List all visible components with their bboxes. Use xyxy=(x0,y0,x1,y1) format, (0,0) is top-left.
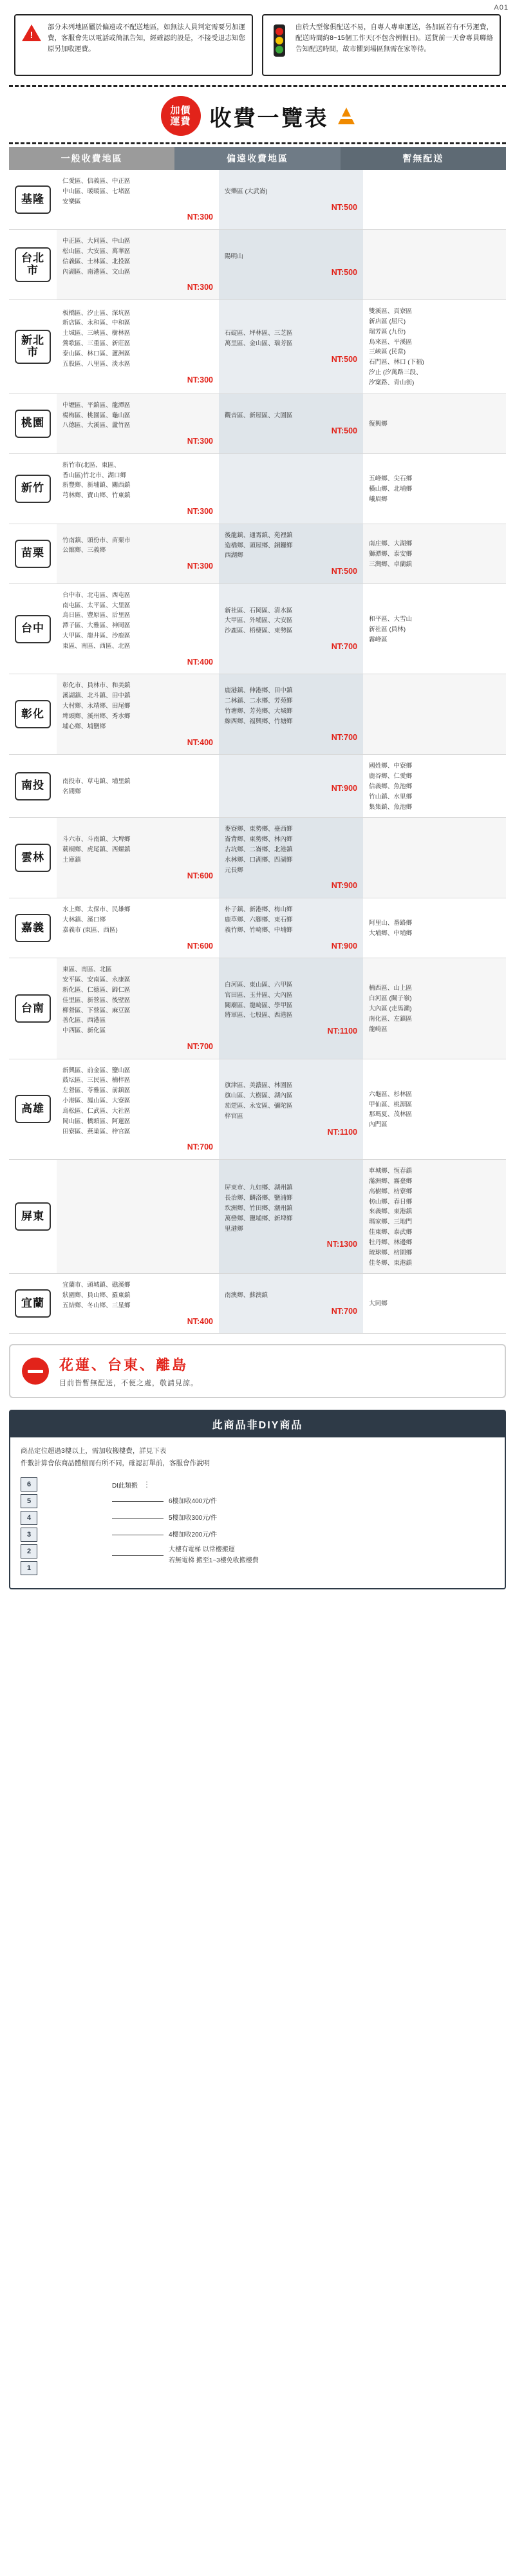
table-row xyxy=(9,583,506,674)
city-label: 屏東 xyxy=(15,1202,51,1231)
floor-row xyxy=(21,1543,106,1560)
no-delivery-banner xyxy=(9,1344,506,1398)
table-row xyxy=(9,1274,506,1334)
area-names: 屏東市、九如鄉、湖州鎮 長治鄉、麟洛鄉、鹽浦鄉 坎洲鄉、竹田鄉、潮州鎮 萬巒鄉、鹽埔鄉、新埤鄉 里港鄉 xyxy=(225,1184,293,1233)
area-names: 宜蘭市、頭城鎮、礁溪鄉 狀圍鄉、員山鄉、羅東鎮 五結鄉、冬山鄉、三星鄉 xyxy=(62,1282,131,1309)
legend-general: 一般收費地區 xyxy=(9,147,174,170)
table-row xyxy=(9,1160,506,1274)
table-row xyxy=(9,958,506,1059)
floor-stack xyxy=(21,1476,106,1577)
area-names: 水上鄉、太保市、民雄鄉 大林鎮、溪口鄉 嘉義市 (東區、西區) xyxy=(62,906,131,934)
area-names: 大同鄉 xyxy=(369,1300,388,1308)
price-label: NT:300 xyxy=(187,507,213,516)
floor-number: 3 xyxy=(21,1528,37,1542)
zone-remote xyxy=(219,1160,363,1274)
traffic-cone-icon xyxy=(338,108,355,124)
zone-none xyxy=(363,1274,506,1334)
city-cell xyxy=(9,583,57,674)
zone-none xyxy=(363,230,506,300)
surcharge-badge xyxy=(161,96,201,136)
no-entry-icon xyxy=(22,1358,49,1385)
ellipsis-icon: ⋮ xyxy=(143,1480,152,1490)
city-label: 台北市 xyxy=(15,247,51,281)
zone-none xyxy=(363,1059,506,1159)
area-names: 五峰鄉、尖石鄉 橫山鄉、北埔鄉 峨眉鄉 xyxy=(369,475,413,503)
price-label: NT:700 xyxy=(331,732,357,742)
area-names: 板橋區、汐止區、深坑區 新店區、永和區、中和區 土城區、三峽區、樹林區 鶯歌區、三重區、新莊區 泰山區、林口區、蘆洲區 五股區、八里區、淡水區 xyxy=(62,309,131,368)
area-names: 南投市、草屯鎮、埔里鎮 名間鄉 xyxy=(62,777,131,795)
badge-line-2: 運費 xyxy=(170,116,191,127)
traffic-light-icon xyxy=(268,22,290,57)
zone-none xyxy=(363,958,506,1059)
zone-remote xyxy=(219,583,363,674)
price-label: NT:500 xyxy=(331,426,357,436)
city-label: 宜蘭 xyxy=(15,1289,51,1318)
area-names: 朴子鎮、新港鄉、梅山鄉 鹿草鄉、六腳鄉、東石鄉 義竹鄉、竹崎鄉、中埔鄉 xyxy=(225,906,293,934)
zone-remote xyxy=(219,453,363,524)
area-names: 車城鄉、恆春鎮 滿洲鄉、霧臺鄉 高樹鄉、枋寮鄉 枋山鄉、春日鄉 來義鄉、東港鎮 瑪家鄉、三地門 佳東鄉、泰武鄉 牡丹鄉、林邊鄉 琉球鄉、枋園鄉 佳冬鄉、東港鎮 xyxy=(369,1168,413,1267)
price-label: NT:300 xyxy=(187,562,213,571)
notice-group xyxy=(0,0,515,81)
notice-delivery-schedule xyxy=(262,14,501,76)
diy-header: 此商品非DIY商品 xyxy=(10,1411,505,1437)
area-names: 仁愛區、信義區、中正區 中山區、暖暖區、七堵區 安樂區 xyxy=(62,178,131,205)
city-cell xyxy=(9,1160,57,1274)
stair-fee-line xyxy=(112,1543,494,1567)
zone-general xyxy=(57,1274,219,1334)
stair-fee-label: 大樓有電梯 以常樓搬運 若無電梯 搬至1~3樓免收搬樓費 xyxy=(169,1546,259,1565)
legend-remote: 偏遠收費地區 xyxy=(174,147,340,170)
floor-number: 4 xyxy=(21,1511,37,1525)
area-names: 新社區、石岡區、清水區 大甲區、外埔區、大安區 沙鹿區、梧棲區、東勢區 xyxy=(225,607,293,635)
floor-row xyxy=(21,1493,106,1510)
city-label: 高雄 xyxy=(15,1095,51,1123)
floor-row xyxy=(21,1526,106,1543)
zone-none xyxy=(363,583,506,674)
table-row xyxy=(9,524,506,583)
city-label: 台南 xyxy=(15,994,51,1023)
floor-row xyxy=(21,1560,106,1577)
table-row xyxy=(9,170,506,230)
table-row xyxy=(9,898,506,958)
stair-fee-lines xyxy=(112,1476,494,1577)
warning-triangle-icon xyxy=(21,22,42,41)
legend-none: 暫無配送 xyxy=(341,147,506,170)
diy-body xyxy=(10,1472,505,1588)
notice-text: 由於大型傢俱配送不易，自專人專車運送，各加區若有不另運費，配送時間約8~15個工作天(不包含例假日)。送貨前一天會專員聯絡告知配送時間，故市懼到場區無需在家等待。 xyxy=(295,23,493,53)
price-label: NT:600 xyxy=(187,871,213,880)
price-label: NT:700 xyxy=(187,1142,213,1152)
no-delivery-title: 花蓮、台東、離島 xyxy=(59,1357,189,1374)
city-cell xyxy=(9,674,57,755)
zone-none xyxy=(363,755,506,818)
city-label: 桃園 xyxy=(15,410,51,438)
area-names: 鹿港鎮、伸港鄉、田中鎮 二林鎮、二水鄉、芳苑鄉 竹塘鄉、芳苑鄉、大城鄉 線西鄉、福興鄉、竹塘鄉 xyxy=(225,687,293,725)
title-banner xyxy=(9,85,506,144)
table-row xyxy=(9,300,506,394)
area-names: 中壢區、平鎮區、龍潭區 楊梅區、桃園區、龜山區 八德區、大溪區、蘆竹區 xyxy=(62,401,131,430)
zone-remote xyxy=(219,170,363,230)
price-label: NT:300 xyxy=(187,283,213,292)
zone-remote xyxy=(219,818,363,898)
zone-remote xyxy=(219,898,363,958)
notice-remote-area xyxy=(14,14,253,76)
area-names: 楠西區、山上區 白河區 (關子嶺) 大內區 (走馬瀨) 南化區、左鎮區 龍崎區 xyxy=(369,985,413,1033)
price-label: NT:400 xyxy=(187,1316,213,1326)
price-label: NT:700 xyxy=(331,1306,357,1316)
leader-line xyxy=(112,1501,164,1502)
zone-remote xyxy=(219,230,363,300)
city-cell xyxy=(9,524,57,583)
city-label: 新竹 xyxy=(15,475,51,503)
city-cell xyxy=(9,958,57,1059)
stair-fee-label: 6樓加收400元/件 xyxy=(169,1497,218,1505)
area-names: 台中市、北屯區、西屯區 南屯區、太平區、大里區 烏日區、豐原區、后里區 潭子區、大雅區、神岡區 大甲區、龍井區、沙鹿區 東區、南區、西區、北區 xyxy=(62,591,131,650)
zone-general xyxy=(57,674,219,755)
price-label: NT:900 xyxy=(331,784,357,793)
floor-number: 5 xyxy=(21,1494,37,1508)
table-row xyxy=(9,755,506,818)
price-label: NT:400 xyxy=(187,737,213,747)
stair-fee-label: 5樓加收300元/件 xyxy=(169,1514,218,1522)
zone-general xyxy=(57,958,219,1059)
no-delivery-subtitle: 目前皆暫無配送，不便之處，敬請見諒。 xyxy=(59,1379,198,1388)
area-names: 六龜區、杉林區 甲仙區、桃源區 那瑪夏、茂林區 內門區 xyxy=(369,1090,413,1129)
table-row xyxy=(9,393,506,453)
city-cell xyxy=(9,755,57,818)
city-cell xyxy=(9,230,57,300)
zone-none xyxy=(363,170,506,230)
stair-fee-line xyxy=(112,1526,494,1543)
table-row xyxy=(9,818,506,898)
stair-fee-line xyxy=(112,1493,494,1510)
area-names: 新竹市(北區、東區、 香山區)竹北市、湖口鄉 新豐鄉、新埔鎮、關西鎮 芎林鄉、寶山鄉、竹東鎮 xyxy=(62,461,131,500)
area-names: 彰化市、員林市、和美鎮 溪湖鎮、北斗鎮、田中鎮 大村鄉、永靖鄉、田尾鄉 埤頭鄉、溪州鄉、秀水鄉 埔心鄉、埔鹽鄉 xyxy=(62,682,131,730)
price-label: NT:600 xyxy=(187,941,213,951)
area-names: 南澳鄉、蘇澳鎮 xyxy=(225,1292,268,1300)
city-label: 台中 xyxy=(15,615,51,643)
zone-none xyxy=(363,674,506,755)
price-label: NT:900 xyxy=(331,941,357,951)
area-names: 後龍鎮、通霄鎮、苑裡鎮 造橋鄉、頭屋鄉、銅鑼鄉 西湖鄉 xyxy=(225,531,293,560)
zone-remote xyxy=(219,1274,363,1334)
zone-none xyxy=(363,393,506,453)
price-label: NT:300 xyxy=(187,213,213,222)
city-cell xyxy=(9,898,57,958)
price-label: NT:300 xyxy=(187,437,213,446)
stair-fee-label: 4樓加收200元/件 xyxy=(169,1531,218,1539)
zone-general xyxy=(57,1160,219,1274)
floor-number: 2 xyxy=(21,1544,37,1558)
zone-general xyxy=(57,453,219,524)
city-label: 苗栗 xyxy=(15,540,51,568)
area-names: 斗六市、斗南鎮、大埤鄉 莿桐鄉、虎尾鎮、西螺鎮 土庫鎮 xyxy=(62,836,131,864)
diy-section xyxy=(9,1410,506,1589)
area-names: 石碇區、坪林區、三芝區 萬里區、金山區、瑞芳區 xyxy=(225,330,293,348)
zone-general xyxy=(57,898,219,958)
city-label: 基隆 xyxy=(15,185,51,214)
area-names: 竹南鎮、頭份市、苗栗市 公館鄉、三義鄉 xyxy=(62,536,131,554)
city-cell xyxy=(9,1059,57,1159)
zone-general xyxy=(57,583,219,674)
price-label: NT:700 xyxy=(187,1042,213,1051)
city-label: 彰化 xyxy=(15,700,51,728)
fee-table xyxy=(9,170,506,1334)
zone-general xyxy=(57,818,219,898)
zone-none xyxy=(363,1160,506,1274)
zone-remote xyxy=(219,300,363,394)
price-label: NT:900 xyxy=(331,881,357,891)
city-label: 嘉義 xyxy=(15,914,51,942)
zone-remote xyxy=(219,674,363,755)
city-cell xyxy=(9,1274,57,1334)
area-names: 東區、南區、北區 安平區、安南區、永康區 新化區、仁德區、歸仁區 佳里區、新營區、後壁區 柳營區、下營區、麻豆區 善化區、西港區 中西區、新化區 xyxy=(62,966,131,1035)
price-label: NT:1100 xyxy=(327,1127,357,1137)
price-label: NT:1300 xyxy=(326,1240,357,1249)
area-names: 復興鄉 xyxy=(369,420,388,428)
legend xyxy=(9,147,506,170)
city-cell xyxy=(9,393,57,453)
zone-remote xyxy=(219,393,363,453)
zone-general xyxy=(57,755,219,818)
city-cell xyxy=(9,453,57,524)
area-names: 陽明山 xyxy=(225,252,243,260)
area-names: 雙溪區、貢寮區 新店區 (屈尺) 瑞芳區 (九份) 烏來區、平溪區 三峽區 (民當) 石門區、林口 (下福) 汐止 (汐萬路三段、 汐窠路、青山街) xyxy=(369,308,424,386)
zone-none xyxy=(363,818,506,898)
zone-general xyxy=(57,230,219,300)
stair-fee-line xyxy=(112,1510,494,1526)
floor-row xyxy=(21,1510,106,1526)
zone-remote xyxy=(219,524,363,583)
leader-line xyxy=(112,1555,164,1556)
price-label: NT:700 xyxy=(331,642,357,652)
city-cell xyxy=(9,300,57,394)
zone-general xyxy=(57,1059,219,1159)
zone-general xyxy=(57,393,219,453)
area-names: 中正區、大同區、中山區 松山區、大安區、萬華區 信義區、士林區、北投區 內湖區、南港區、文山區 xyxy=(62,238,131,276)
page-title: 收費一覽表 xyxy=(209,106,329,131)
area-names: 觀音區、新屋區、大園區 xyxy=(225,412,293,419)
area-names: 南庄鄉、大湖鄉 獅潭鄉、泰安鄉 三灣鄉、卓蘭鎮 xyxy=(369,540,413,568)
price-label: NT:500 xyxy=(331,354,357,364)
area-names: 麥寮鄉、東勢鄉、臺西鄉 崙背鄉、東勢鄉、林內鄉 古坑鄉、二崙鄉、北港鎮 水林鄉、口湖鄉、四湖鄉 元長鄉 xyxy=(225,826,293,874)
badge-line-1: 加價 xyxy=(170,104,191,116)
table-row xyxy=(9,1059,506,1159)
table-row xyxy=(9,230,506,300)
corner-code: A01 xyxy=(494,4,509,12)
area-names: 國姓鄉、中寮鄉 鹿谷鄉、仁愛鄉 信義鄉、魚池鄉 竹山鎮、水里鄉 集集鎮、魚池鄉 xyxy=(369,762,413,811)
table-row xyxy=(9,674,506,755)
area-names: 白河區、東山區、六甲區 官田區、玉井區、大內區 關廟區、龍崎區、學甲區 將軍區、七股區、西港區 xyxy=(225,981,293,1019)
zone-none xyxy=(363,898,506,958)
price-label: NT:300 xyxy=(187,375,213,384)
leader-line xyxy=(112,1518,164,1519)
area-names: 和平區、大雪山 新社區 (員林) 霧峰區 xyxy=(369,615,413,643)
zone-remote xyxy=(219,1059,363,1159)
zone-none xyxy=(363,453,506,524)
zone-general xyxy=(57,170,219,230)
city-label: 雲林 xyxy=(15,844,51,872)
zone-none xyxy=(363,524,506,583)
notice-text: 部分未列地區屬於偏遠或不配送地區，如無法人員判定需要另加運費，客服會先以電話或簡訊告知，經確認的設是，不接受退志知您原另加收運費。 xyxy=(48,23,245,53)
city-cell xyxy=(9,818,57,898)
zone-general xyxy=(57,300,219,394)
diy-note: 商品定位超過3樓以上，需加收搬樓費，詳見下表 件數計算會依商品體積而有所不同，確認訂單前，客服會作說明 xyxy=(21,1447,210,1468)
floor-number: 1 xyxy=(21,1561,37,1575)
floor-number: 6 xyxy=(21,1477,37,1492)
city-cell xyxy=(9,170,57,230)
area-names: 安樂區 (大武崙) xyxy=(225,187,268,195)
area-names: 阿里山、番路鄉 大埔鄉、中埔鄉 xyxy=(369,920,413,938)
price-label: NT:1100 xyxy=(327,1027,357,1036)
stair-fee-line xyxy=(112,1476,494,1493)
price-label: NT:500 xyxy=(331,267,357,277)
floor-row xyxy=(21,1476,106,1493)
price-label: NT:500 xyxy=(331,567,357,576)
zone-general xyxy=(57,524,219,583)
area-names: 新興區、前金區、鹽山區 鼓坛區、三民區、楠梓區 左營區、苓雅區、前鎮區 小港區、鳳山區、大寮區 鳥松區、仁武區、大社區 岡山區、橋頭區、阿蓮區 田寮區、燕巢區、梓官區 xyxy=(62,1066,131,1135)
city-label: 南投 xyxy=(15,772,51,800)
area-names: 旗津區、美濃區、林園區 旗山區、大樹區、湖內區 茄萣區、永安區、彌陀區 梓官區 xyxy=(225,1082,293,1120)
zone-remote xyxy=(219,755,363,818)
stair-fee-label: DI此類搬 xyxy=(112,1482,138,1490)
zone-none xyxy=(363,300,506,394)
city-label: 新北市 xyxy=(15,330,51,364)
zone-remote xyxy=(219,958,363,1059)
price-label: NT:400 xyxy=(187,657,213,667)
table-row xyxy=(9,453,506,524)
price-label: NT:500 xyxy=(331,202,357,212)
